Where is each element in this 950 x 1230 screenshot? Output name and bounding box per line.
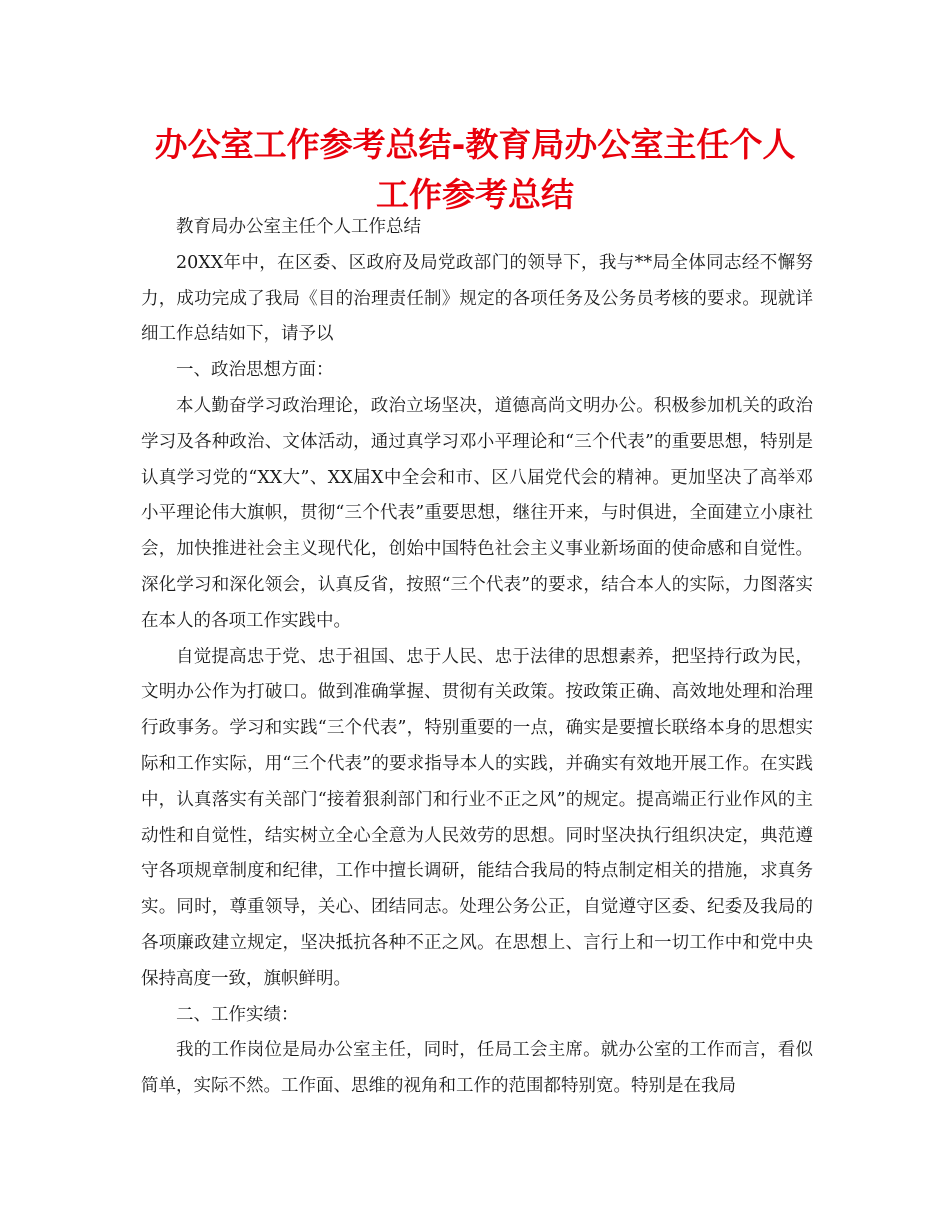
document-title: 办公室工作参考总结-教育局办公室主任个人工作参考总结: [154, 125, 796, 214]
paragraph-intro: 20XX年中，在区委、区政府及局党政部门的领导下，我与**局全体同志经不懈努力，成功完成了我局《目的治理责任制》规定的各项任务及公务员考核的要求。现就详细工作总结如下，请予以: [141, 252, 813, 345]
paragraph-subtitle: 教育局办公室主任个人工作总结: [176, 217, 421, 237]
paragraph-political-study: 本人勤奋学习政治理论，政治立场坚决，道德高尚文明办公。积极参加机关的政治学习及各种政治、文体活动，通过真学习邓小平理论和“三个代表”的重要思想，特别是认真学习党的“XX大”、XX届X中全会和市、区八届党代会的精神。更加坚决了高举邓小平理论伟大旗帜，贯彻“三个代表”重要思想，继往开来，与时俱进，全面建立小康社会，加快推进社会主义现代化，创始中国特色社会主义事业新场面的使命感和自觉性。深化学习和深化领会，认真反省，按照“三个代表”的要求，结合本人的实际，力图落实在本人的各项工作实践中。: [141, 395, 813, 631]
section-heading-political: 一、政治思想方面：: [176, 360, 334, 381]
paragraph-political-conduct: 自觉提高忠于党、忠于祖国、忠于人民、忠于法律的思想素养，把坚持行政为民，文明办公作为打破口。做到准确掌握、贯彻有关政策。按政策正确、高效地处理和治理行政事务。学习和实践“三个代表”，特别重要的一点，确实是要擅长联络本身的思想实际和工作实际，用“三个代表”的要求指导本人的实践，并确实有效地开展工作。在实践中，认真落实有关部门“接着狠刹部门和行业不正之风”的规定。提高端正行业作风的主动性和自觉性，结实树立全心全意为人民效劳的思想。同时坚决执行组织决定，典范遵守各项规章制度和纪律，工作中擅长调研，能结合我局的特点制定相关的措施，求真务实。同时，尊重领导，关心、团结同志。处理公务公正，自觉遵守区委、纪委及我局的各项廉政建立规定，坚决抵抗各种不正之风。在思想上、言行上和一切工作中和党中央保持高度一致，旗帜鲜明。: [141, 646, 813, 989]
paragraph-achievements: 我的工作岗位是局办公室主任，同时，任局工会主席。就办公室的工作而言，看似简单，实际不然。工作面、思维的视角和工作的范围都特别宽。特别是在我局: [141, 1040, 813, 1097]
document-body: [141, 210, 813, 1105]
section-heading-achievements: 二、工作实绩：: [176, 1004, 299, 1025]
